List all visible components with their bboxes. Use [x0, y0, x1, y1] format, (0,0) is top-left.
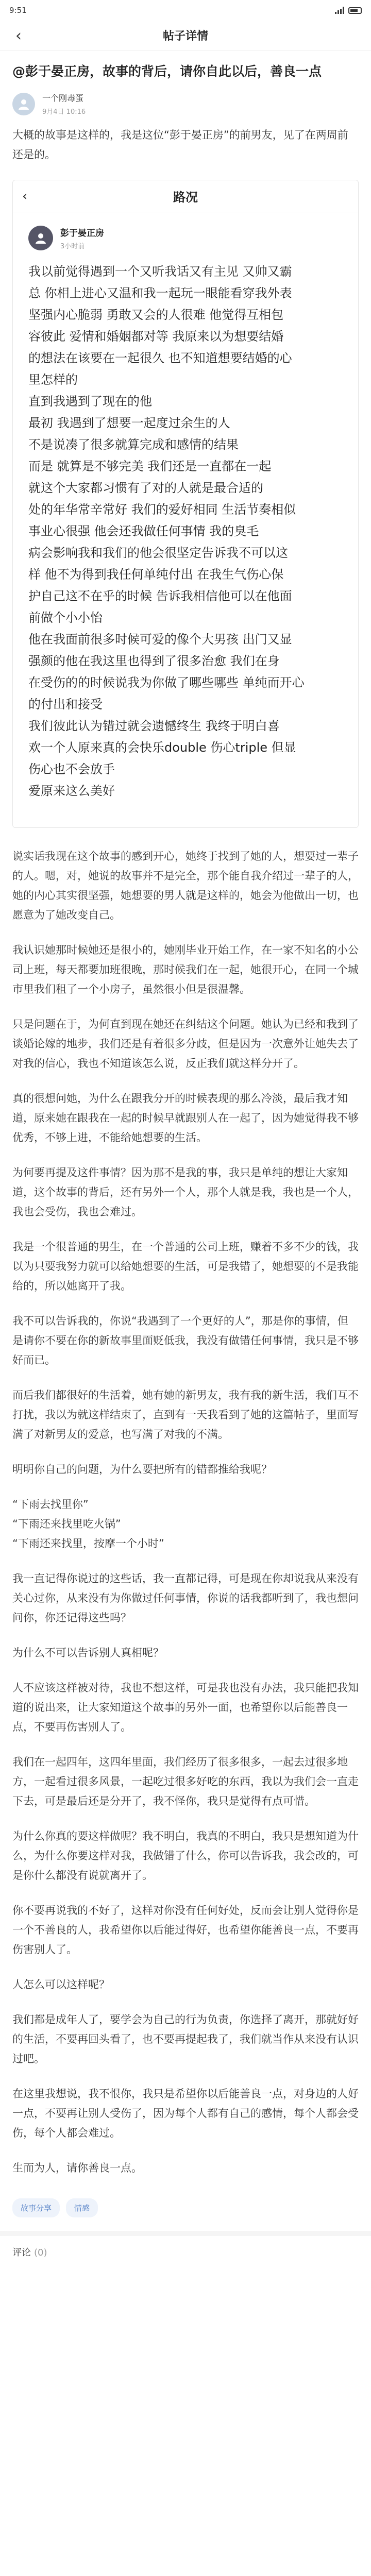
body-paragraph: 我们在一起四年，这四年里面，我们经历了很多很多，一起去过很多地方，一起看过很多风景，一起吃过很多好吃的东西，我以为我们会一直走下去，可是最后还是分开了，我不怪你，我只是觉得有点可惜。: [12, 1756, 359, 1807]
embedded-time: 3小时前: [60, 243, 85, 250]
tag-list: [0, 2193, 371, 2231]
embedded-line: 的想法在该要在一起很久 也不知道想要结婚的心: [28, 351, 292, 365]
body-paragraph: 我不可以告诉我的，你说“我遇到了一个更好的人”，那是你的事情，但是请你不要在你的新故事里面贬低我，我没有做错任何事情，我只是不够好而已。: [12, 1315, 359, 1366]
embedded-header: [13, 180, 358, 212]
nav-bar: [0, 21, 371, 50]
embedded-line: 前做个小小怡: [28, 611, 103, 625]
page-title: 帖子详情: [162, 30, 208, 43]
embedded-line: 不是说凑了很多就算完成和感情的结果: [28, 437, 239, 452]
post-date: 9月4日 10:16: [42, 108, 86, 116]
battery-icon: [348, 7, 362, 14]
body-paragraph: 明明你自己的问题，为什么要把所有的错都推给我呢？: [12, 1463, 272, 1476]
embedded-line: 里怎样的: [28, 372, 78, 387]
embedded-line: 伤心也不会放手: [28, 762, 115, 776]
avatar[interactable]: [12, 93, 35, 115]
embedded-line: 病会影响我和我们的他会很坚定告诉我不可以这: [28, 546, 288, 560]
embedded-author: [13, 212, 358, 261]
body-paragraph: 为何要再提及这件事情？因为那不是我的事，我只是单纯的想让大家知道，这个故事的背后，还有另外一个人，那个人就是我，我也是一个人，我也会受伤，我也会难过。: [12, 1166, 359, 1218]
comments-label: 评论: [12, 2247, 31, 2258]
post-title: @彭于晏正房，故事的背后，请你自此以后，善良一点: [12, 64, 322, 79]
body-paragraph: “下雨去找里你” “下雨还来找里吃火锅” “下雨还来找里，按摩一个小时”: [12, 1498, 164, 1550]
body-paragraph: 人不应该这样被对待，我也不想这样，可是我也没有办法，我只能把我知道的说出来，让大家知道这个故事的另外一面，也希望你以后能善良一点，不要再伤害别人了。: [12, 1682, 359, 1733]
embedded-line: 坚强内心脆弱 勇敢又会的人很难 他觉得互相包: [28, 308, 284, 322]
body-paragraph: 我是一个很普通的男生，在一个普通的公司上班，赚着不多不少的钱，我以为只要我努力就可以给她想要的生活，可是我错了，她想要的不是我能给的，所以她离开了我。: [12, 1241, 359, 1292]
body-paragraph: 人怎么可以这样呢？: [12, 1978, 110, 1991]
embedded-line: 欢一个人原来真的会快乐double 伤心triple 但显: [28, 740, 296, 755]
embedded-line: 容彼此 爱情和婚姻都对等 我原来以为想要结婚: [28, 329, 284, 344]
embedded-line: 总 你相上进心又温和我一起玩一眼能看穿我外表: [28, 286, 292, 300]
back-button[interactable]: [8, 26, 29, 45]
topic-tag[interactable]: 故事分享: [12, 2198, 60, 2217]
embedded-line: 强颜的他在我这里也得到了很多治愈 我们在身: [28, 654, 280, 668]
embedded-line: 在受伤的的时候说我为你做了哪些哪些 单纯而开心: [28, 675, 305, 690]
embedded-text: [13, 261, 358, 802]
embedded-author-name: 彭于晏正房: [60, 228, 104, 239]
comments-header: [0, 2231, 371, 2268]
comments-count: (0): [34, 2247, 47, 2258]
embedded-avatar: [28, 226, 53, 250]
body-paragraph: 你不要再说我的不好了，这样对你没有任何好处，反而会让别人觉得你是一个不善良的人，我希望你以后能过得好，也希望你能善良一点，不要再伤害别人了。: [12, 1904, 359, 1956]
embedded-line: 爱原来这么美好: [28, 784, 115, 798]
embedded-line: 就这个大家都习惯有了对的人就是最合适的: [28, 481, 263, 495]
body-paragraph: 生而为人，请你善良一点。: [12, 2162, 142, 2174]
body-paragraph: 说实话我现在这个故事的感到开心，她终于找到了她的人，想要过一辈子的人。嗯，对，她说的故事并不是完全，那个能自我介绍过一辈子的人，她的内心其实很坚强，她想要的男人就是这样的，她会为他做出一切，也愿意为了她改变自己。: [12, 850, 359, 921]
status-time: 9:51: [9, 6, 27, 15]
body-paragraph: 为什么不可以告诉别人真相呢？: [12, 1647, 164, 1659]
user-icon: [17, 97, 30, 111]
status-icons: [335, 7, 362, 14]
embedded-line: 直到我遇到了现在的他: [28, 394, 152, 409]
embedded-line: 的付出和接受: [28, 697, 103, 711]
post-author[interactable]: [0, 89, 371, 125]
body-paragraph: 而后我们都很好的生活着，她有她的新男友，我有我的新生活，我们互不打扰，我以为就这样结束了，直到有一天我看到了她的这篇帖子，里面写满了对新男友的爱意，也写满了对我的不满。: [12, 1389, 359, 1440]
body-paragraph: 在这里我想说，我不恨你，我只是希望你以后能善良一点，对身边的人好一点，不要再让别人受伤了，因为每个人都有自己的感情，每个人都会受伤，每个人都会难过。: [12, 2088, 359, 2139]
status-bar: [0, 0, 371, 21]
embedded-line: 我们彼此认为错过就会遗憾终生 我终于明白喜: [28, 719, 280, 733]
chevron-left-icon: ‹: [15, 26, 22, 45]
user-icon: [34, 231, 47, 245]
author-name[interactable]: 一个刚毒蛋: [42, 93, 84, 103]
body-paragraph: 我一直记得你说过的这些话，我一直都记得，可是现在你却说我从来没有关心过你，从来没有为你做过任何事情，你说的话我都听到了，我也想问问你，你还记得这些吗？: [12, 1572, 359, 1624]
body-paragraph: 真的很想问她，为什么在跟我分开的时候表现的那么冷淡，最后我才知道，原来她在跟我在一起的时候早就跟别人在一起了，因为她觉得我不够优秀，不够上进，不能给她想要的生活。: [12, 1092, 359, 1144]
embedded-line: 他在我面前很多时候可爱的像个大男孩 出门又显: [28, 632, 292, 647]
body-paragraph: 为什么你真的要这样做呢？我不明白，我真的不明白，我只是想知道为什么，为什么你要这样对我，我做错了什么，你可以告诉我，我会改的，可是你什么都没有说就离开了。: [12, 1830, 359, 1882]
embedded-line: 护自己这不在乎的时候 告诉我相信他可以在他面: [28, 589, 292, 603]
topic-tag[interactable]: 情感: [66, 2198, 98, 2217]
embedded-line: 而是 就算是不够完美 我们还是一直都在一起: [28, 459, 272, 473]
embedded-line: 事业心很强 他会还我做任何事情 我的臭毛: [28, 524, 259, 538]
post-intro: 大概的故事是这样的，我是这位“彭于晏正房”的前男友，见了在两周前还是的。: [12, 129, 348, 161]
body-paragraph: 只是问题在于，为何直到现在她还在纠结这个问题。她认为已经和我到了谈婚论嫁的地步，我们还是有着很多分歧，但是因为一次意外让她失去了对我的信心，我也不知道该怎么说，反正我们就这样分开了。: [12, 1018, 359, 1070]
embedded-line: 我以前觉得遇到一个又听我话又有主见 又帅又霸: [28, 264, 292, 279]
body-paragraph: 我们都是成年人了，要学会为自己的行为负责，你选择了离开，那就好好的生活，不要再回头看了，也不要再提起我了，我们就当作从来没有认识过吧。: [12, 2013, 359, 2065]
embedded-screenshot: [12, 180, 359, 828]
embedded-line: 样 他不为得到我任何单纯付出 在我生气伤心保: [28, 567, 284, 582]
signal-icon: [335, 7, 344, 14]
embedded-line: 最初 我遇到了想要一起度过余生的人: [28, 416, 230, 430]
embedded-title: 路况: [173, 190, 198, 205]
chevron-left-icon: ‹: [22, 188, 28, 204]
embedded-line: 处的年华常辛常好 我们的爱好相同 生活节奏相似: [28, 502, 296, 517]
body-paragraph: 我认识她那时候她还是很小的，她刚毕业开始工作，在一家不知名的小公司上班，每天都要加班很晚，那时候我们在一起，她很开心，在同一个城市里我们租了一个小房子，虽然很小但是很温馨。: [12, 944, 359, 995]
